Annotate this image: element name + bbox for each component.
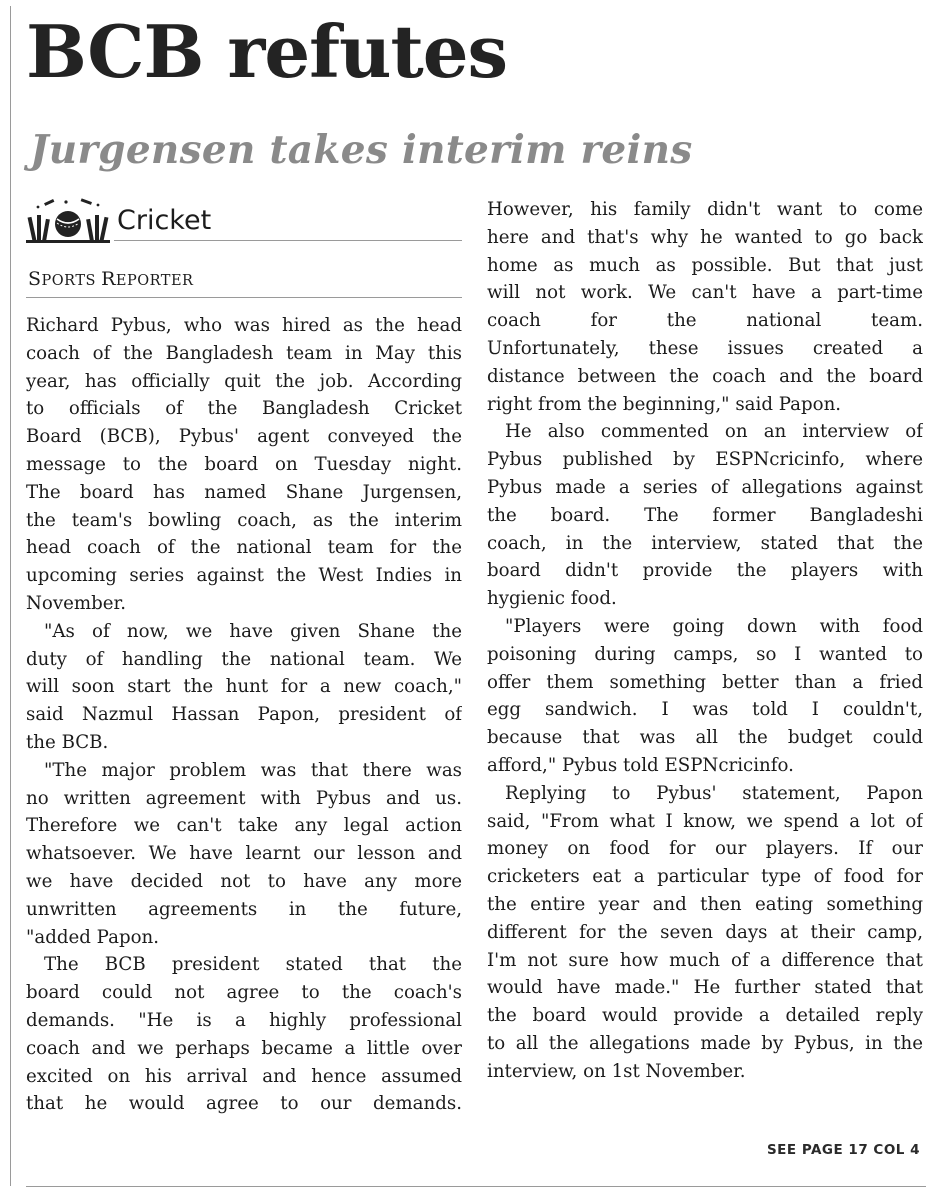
text-line: year, has officially quit the job. According (26, 370, 462, 392)
text-line: would have made." He further stated that (487, 977, 923, 999)
text-line: November. (26, 592, 127, 614)
left-column-rule (10, 6, 11, 1186)
text-line: we have decided not to have any more (26, 870, 462, 892)
text-line: "As of now, we have given Shane the (44, 620, 462, 642)
section-label (26, 197, 462, 247)
text-line: Pybus made a series of allegations against (487, 476, 923, 498)
article-column-right (487, 196, 923, 1086)
text-line: "added Papon. (26, 926, 160, 948)
text-line: board didn't provide the players with (487, 560, 923, 582)
text-line: the board would provide a detailed reply (487, 1005, 923, 1027)
text-line: afford," Pybus told ESPNcricinfo. (487, 754, 794, 776)
article-column-left (26, 312, 462, 1118)
text-line: However, his family didn't want to come (487, 199, 923, 220)
bottom-rule (26, 1186, 926, 1187)
section-name: Cricket (117, 205, 212, 236)
text-line: interview, on 1st November. (487, 1060, 746, 1082)
text-line: coach for the national team. (487, 310, 923, 332)
text-line: no written agreement with Pybus and us. (26, 787, 462, 809)
byline: SPORTS REPORTER (28, 268, 194, 290)
text-line: The BCB president stated that the (44, 954, 462, 976)
text-line: I'm not sure how much of a difference that (487, 949, 923, 971)
section-underline (114, 240, 462, 241)
text-line: the board. The former Bangladeshi (487, 504, 923, 526)
text-line: that he would agree to our demands. (26, 1093, 462, 1115)
cricket-wickets-ball-icon (26, 197, 110, 243)
text-line: He also commented on an interview of (505, 421, 923, 443)
text-line: to all the allegations made by Pybus, in the (487, 1032, 923, 1054)
text-line: right from the beginning," said Papon. (487, 393, 842, 415)
text-line: "Players were going down with food (505, 615, 923, 637)
text-line: said Nazmul Hassan Papon, president of (26, 704, 462, 726)
text-line: excited on his arrival and hence assumed (26, 1065, 462, 1087)
text-line: poisoning during camps, so I wanted to (487, 643, 923, 665)
text-line: demands. "He is a highly professional (26, 1009, 462, 1031)
text-line: The board has named Shane Jurgensen, (26, 481, 462, 503)
text-line: hygienic food. (487, 588, 617, 610)
text-line: head coach of the national team for the (26, 537, 462, 559)
text-line: egg sandwich. I was told I couldn't, (487, 699, 923, 721)
text-line: to officials of the Bangladesh Cricket (26, 398, 462, 420)
text-line: coach of the Bangladesh team in May this (26, 342, 462, 364)
text-line: will not work. We can't have a part-time (487, 282, 923, 304)
text-line: unwritten agreements in the future, (26, 898, 462, 920)
text-line: duty of handling the national team. We (26, 648, 462, 670)
text-line: upcoming series against the West Indies in (26, 565, 462, 587)
text-line: the team's bowling coach, as the interim (26, 509, 462, 531)
text-line: coach, in the interview, stated that the (487, 532, 923, 554)
text-line: message to the board on Tuesday night. (26, 453, 462, 475)
headline: BCB refutes (26, 9, 508, 94)
text-line: because that was all the budget could (487, 727, 923, 749)
subheadline: Jurgensen takes interim reins (30, 127, 693, 173)
text-line: here and that's why he wanted to go back (487, 226, 923, 248)
text-line: different for the seven days at their camp, (487, 921, 923, 943)
text-line: Board (BCB), Pybus' agent conveyed the (26, 426, 462, 448)
text-line: Unfortunately, these issues created a (487, 337, 923, 359)
text-line: board could not agree to the coach's (26, 982, 462, 1004)
text-line: Replying to Pybus' statement, Papon (505, 782, 923, 804)
text-line: whatsoever. We have learnt our lesson and (26, 843, 462, 865)
text-line: will soon start the hunt for a new coach," (26, 676, 462, 698)
text-line: "The major problem was that there was (44, 759, 462, 781)
text-line: money on food for our players. If our (487, 838, 923, 860)
text-line: the BCB. (26, 731, 109, 753)
text-line: home as much as possible. But that just (487, 254, 923, 276)
text-line: cricketers eat a particular type of food for (487, 866, 923, 888)
text-line: Therefore we can't take any legal action (26, 815, 462, 837)
text-line: offer them something better than a fried (487, 671, 923, 693)
text-line: coach and we perhaps became a little over (26, 1037, 462, 1059)
text-line: distance between the coach and the board (487, 365, 923, 387)
text-line: said, "From what I know, we spend a lot of (487, 810, 923, 832)
continuation-note: SEE PAGE 17 COL 4 (766, 1142, 920, 1158)
text-line: Richard Pybus, who was hired as the head (26, 315, 462, 336)
text-line: Pybus published by ESPNcricinfo, where (487, 449, 923, 471)
byline-rule (26, 297, 462, 298)
text-line: the entire year and then eating something (487, 893, 923, 915)
